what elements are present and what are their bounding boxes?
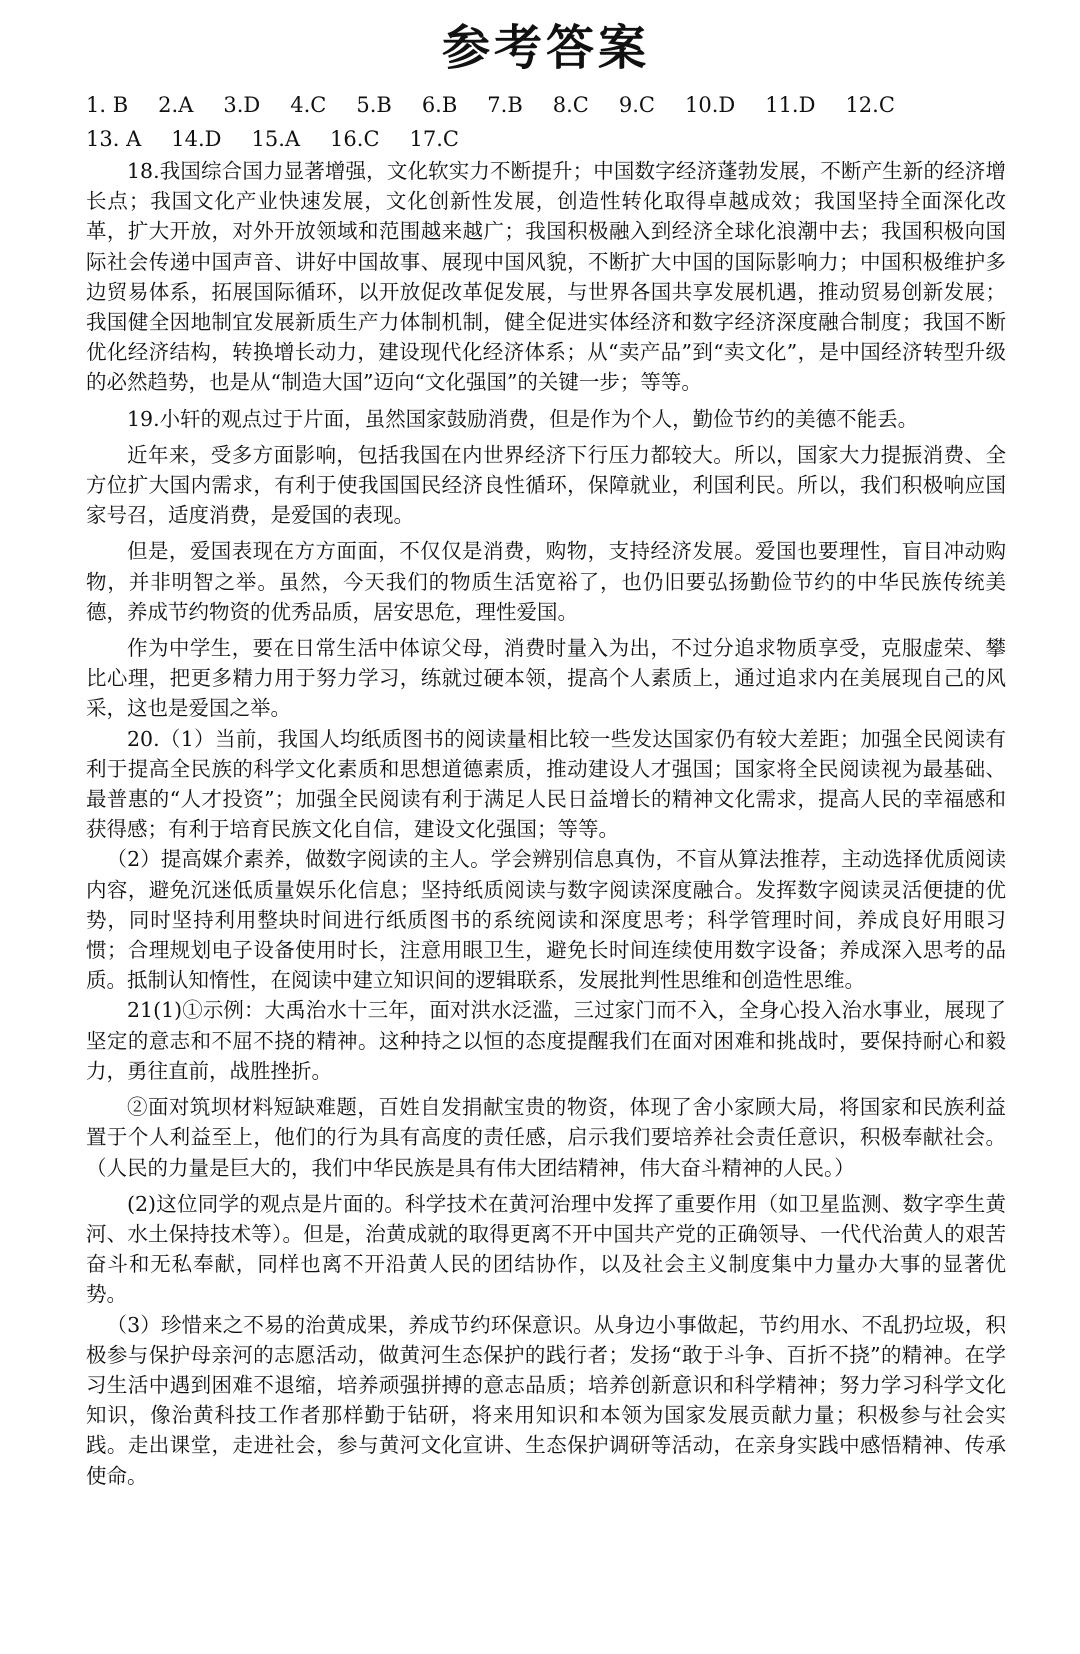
answer-item: 1. B	[86, 93, 129, 117]
answer-item: 12.C	[845, 93, 895, 117]
answer-item: 4.C	[290, 93, 327, 117]
answer-21-part-1-item-1: 21(1)①示例：大禹治水十三年，面对洪水泛滥，三过家门而不入，全身心投入治水事业，展现了坚定的意志和不屈不挠的精神。这种持之以恒的态度提醒我们在面对困难和挑战时，要保持耐心和毅力，勇往直前，战胜挫折。	[86, 998, 1006, 1083]
answer-row-2	[86, 122, 1006, 156]
answer-item: 10.D	[684, 93, 736, 117]
answer-19-paragraph-4: 作为中学生，要在日常生活中体谅父母，消费时量入为出，不过分追求物质享受，克服虚荣、攀比心理，把更多精力用于努力学习，练就过硬本领，提高个人素质上，通过追求内在美展现自己的风采，这也是爱国之举。	[86, 636, 1006, 721]
answer-20-part-2: （2）提高媒介素养，做数字阅读的主人。学会辨别信息真伪，不盲从算法推荐，主动选择优质阅读内容，避免沉迷低质量娱乐化信息；坚持纸质阅读与数字阅读深度融合。发挥数字阅读灵活便捷的优势，同时坚持利用整块时间进行纸质图书的系统阅读和深度思考；科学管理时间，养成良好用眼习惯；合理规划电子设备使用时长，注意用眼卫生，避免长时间连续使用数字设备；养成深入思考的品质。抵制认知惰性，在阅读中建立知识间的逻辑联系，发展批判性思维和创造性思维。	[86, 847, 1006, 993]
answer-18: 18.我国综合国力显著增强，文化软实力不断提升；中国数字经济蓬勃发展，不断产生新的经济增长点；我国文化产业快速发展，文化创新性发展，创造性转化取得卓越成效；我国坚持全面深化改革，扩大开放，对外开放领域和范围越来越广；我国积极融入到经济全球化浪潮中去；我国积极向国际社会传递中国声音、讲好中国故事、展现中国风貌，不断扩大中国的国际影响力；中国积极维护多边贸易体系，拓展国际循环，以开放促改革促发展，与世界各国共享发展机遇，推动贸易创新发展；我国健全因地制宜发展新质生产力体制机制，健全促进实体经济和数字经济深度融合制度；我国不断优化经济结构，转换增长动力，建设现代化经济体系；从“卖产品”到“卖文化”，是中国经济转型升级的必然趋势，也是从“制造大国”迈向“文化强国”的关键一步；等等。	[86, 159, 1006, 395]
answer-21-part-1-item-2: ②面对筑坝材料短缺难题，百姓自发捐献宝贵的物资，体现了舍小家顾大局，将国家和民族利益置于个人利益至上，他们的行为具有高度的责任感，启示我们要培养社会责任意识，积极奉献社会。（人民的力量是巨大的，我们中华民族是具有伟大团结精神，伟大奋斗精神的人民。）	[86, 1095, 1006, 1180]
answer-item: 6.B	[421, 93, 458, 117]
answer-19-paragraph-1: 19.小轩的观点过于片面，虽然国家鼓励消费，但是作为个人，勤俭节约的美德不能丢。	[127, 406, 919, 431]
answer-item: 17.C	[409, 127, 459, 151]
answer-19-paragraph-2: 近年来，受多方面影响，包括我国在内世界经济下行压力都较大。所以，国家大力提振消费、全方位扩大国内需求，有利于使我国国民经济良性循环，保障就业，利国利民。所以，我们积极响应国家号召，适度消费，是爱国的表现。	[86, 442, 1006, 528]
answer-item: 11.D	[765, 93, 816, 117]
answer-21-part-2: (2)这位同学的观点是片面的。科学技术在黄河治理中发挥了重要作用（如卫星监测、数字孪生黄河、水土保持技术等）。但是，治黄成就的取得更离不开中国共产党的正确领导、一代代治黄人的艰苦奋斗和无私奉献，同样也离不开沿黄人民的团结协作，以及社会主义制度集中力量办大事的显著优势。	[86, 1191, 1006, 1307]
multiple-choice-answers	[86, 88, 1006, 156]
answer-row-1	[86, 88, 1006, 122]
answer-item: 9.C	[618, 93, 655, 117]
answer-21-part-3: （3）珍惜来之不易的治黄成果，养成节约环保意识。从身边小事做起，节约用水、不乱扔垃圾，积极参与保护母亲河的志愿活动，做黄河生态保护的践行者；发扬“敢于斗争、百折不挠”的精神。在学习生活中遇到困难不退缩，培养顽强拼搏的意志品质；培养创新意识和科学精神；努力学习科学文化知识，像治黄科技工作者那样勤于钻研，将来用知识和本领为国家发展贡献力量；积极参与社会实践。走出课堂，走进社会，参与黄河文化宣讲、生态保护调研等活动，在亲身实践中感悟精神、传承使命。	[86, 1312, 1006, 1488]
page-title: 参考答案	[441, 20, 650, 76]
answer-item: 14.D	[171, 127, 222, 151]
answer-item: 7.B	[487, 93, 523, 117]
answer-item: 8.C	[552, 93, 589, 117]
answer-19-paragraph-3: 但是，爱国表现在方方面面，不仅仅是消费，购物，支持经济发展。爱国也要理性，盲目冲动购物，并非明智之举。虽然，今天我们的物质生活宽裕了，也仍旧要弘扬勤俭节约的中华民族传统美德，养成节约物资的优秀品质，居安思危，理性爱国。	[86, 539, 1006, 624]
answer-item: 2.A	[158, 93, 194, 117]
answer-20-part-1: 20.（1）当前，我国人均纸质图书的阅读量相比较一些发达国家仍有较大差距；加强全民阅读有利于提高全民族的科学文化素质和思想道德素质，推动建设人才强国；国家将全民阅读视为最基础、最普惠的“人才投资”；加强全民阅读有利于满足人民日益增长的精神文化需求，提高人民的幸福感和获得感；有利于培育民族文化自信，建设文化强国；等等。	[86, 726, 1006, 842]
answer-item: 3.D	[223, 93, 261, 117]
answer-item: 15.A	[251, 127, 301, 151]
answer-item: 5.B	[356, 93, 392, 117]
answer-item: 16.C	[330, 127, 380, 151]
answer-item: 13. A	[86, 127, 142, 151]
